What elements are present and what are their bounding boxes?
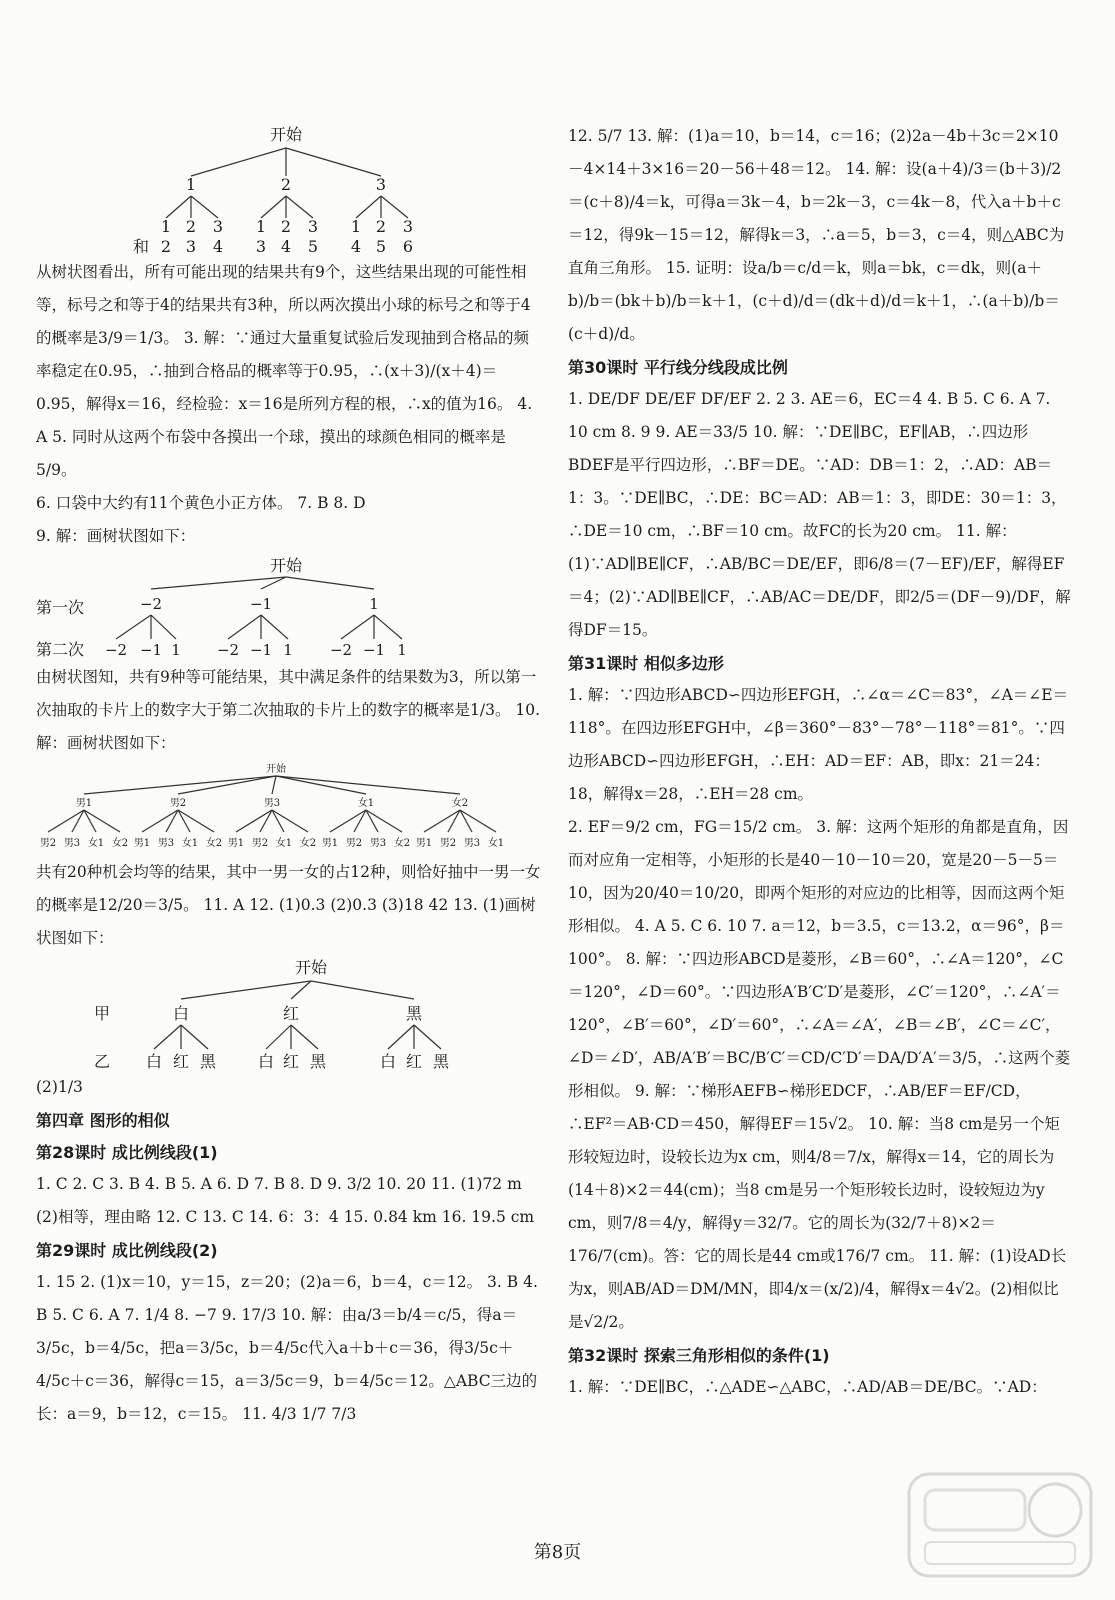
svg-text:2: 2 <box>280 217 292 236</box>
section-heading: 第31课时 相似多边形 <box>568 654 724 673</box>
svg-text:5: 5 <box>307 237 319 256</box>
svg-text:红: 红 <box>282 1052 300 1071</box>
section-heading: 第32课时 探索三角形相似的条件(1) <box>568 1346 830 1365</box>
paragraph: 1. 解：∵四边形ABCD∽四边形EFGH，∴∠α＝∠C＝83°，∠A＝∠E＝118°。在四边形EFGH中，∠β＝360°－83°－78°－118°＝81°。∵四边形ABCD∽四边形EFGH，∴EH：AD＝EF：AB，即x：21＝24：18，解得x＝28，∴EH＝28 cm。 <box>568 686 1069 803</box>
paragraph: 1. C 2. C 3. B 4. B 5. A 6. D 7. B 8. D 9. 3/2 10. 20 11. (1)72 m (2)相等，理由略 12. C 13. C 14. 6：3：4 15. 0.84 km 16. 19.5 cm <box>36 1175 535 1226</box>
tree3-leaf: 女2 <box>393 838 411 849</box>
page-number: 第8页 <box>533 1542 582 1563</box>
tree1-root: 开始 <box>269 125 303 144</box>
tree3-leaf: 女1 <box>87 838 105 849</box>
tree-diagram-2 <box>36 553 541 661</box>
svg-text:红: 红 <box>282 1004 300 1023</box>
svg-text:−2: −2 <box>329 641 353 659</box>
svg-text:1: 1 <box>160 217 172 236</box>
tree3-leaf: 男1 <box>321 838 339 849</box>
svg-text:1: 1 <box>350 217 362 236</box>
section-heading: 第30课时 平行线分线段成比例 <box>568 358 788 377</box>
svg-text:−1: −1 <box>249 641 273 659</box>
svg-text:乙: 乙 <box>94 1052 111 1071</box>
paragraph: (2)1/3 <box>36 1078 83 1096</box>
tree3-node: 男2 <box>169 798 187 809</box>
svg-text:黑: 黑 <box>432 1052 450 1071</box>
tree3-leaf: 男1 <box>133 838 151 849</box>
svg-text:1: 1 <box>369 595 379 613</box>
svg-text:−1: −1 <box>139 641 163 659</box>
svg-text:红: 红 <box>405 1052 423 1071</box>
tree3-leaf: 男3 <box>463 838 481 849</box>
tree3-node: 女2 <box>451 798 469 809</box>
paragraph: 共有20种机会均等的结果，其中一男一女的占12种，则恰好抽中一男一女的概率是12/20＝3/5。 11. A 12. (1)0.3 (2)0.3 (3)18 42 13. (1)画树状图如下： <box>36 863 541 947</box>
tree3-leaf: 女2 <box>111 838 129 849</box>
svg-text:白: 白 <box>172 1004 190 1023</box>
tree3-leaf: 男3 <box>63 838 81 849</box>
svg-text:3: 3 <box>307 217 319 236</box>
svg-text:4: 4 <box>350 237 362 256</box>
tree3-node: 男1 <box>75 798 93 809</box>
tree3-leaf: 男2 <box>39 838 57 849</box>
svg-text:1: 1 <box>397 641 407 659</box>
svg-text:3: 3 <box>402 217 414 236</box>
paragraph: 1. DE/DF DE/EF DF/EF 2. 2 3. AE＝6，EC＝4 4. B 5. C 6. A 7. 10 cm 8. 9 9. AE＝33/5 10. 解：∵DE∥BC，EF∥AB，∴四边形BDEF是平行四边形，∴BF＝DE。∵AD：DB＝1：2，∴AD：AB＝1：3。∵DE∥BC，∴DE：BC＝AD：AB＝1：3，即DE：30＝1：3，∴DE＝10 cm，∴BF＝10 cm。故FC的长为20 cm。 11. 解：(1)∵AD∥BE∥CF，∴AB/BC＝DE/EF，即6/8＝(7－EF)/EF，解得EF＝4；(2)∵AD∥BE∥CF，∴AB/AC＝DE/DF，即2/5＝(DF－9)/DF，解得DF＝15。 <box>568 390 1071 639</box>
paragraph: 1. 解：∵DE∥BC，∴△ADE∽△ABC，∴AD/AB＝DE/BC。∵AD： <box>568 1378 1047 1396</box>
tree3-node: 男3 <box>263 798 281 809</box>
svg-text:−2: −2 <box>216 641 240 659</box>
svg-text:白: 白 <box>257 1052 275 1071</box>
paragraph: 6. 口袋中大约有11个黄色小正方体。 7. B 8. D <box>36 494 366 512</box>
svg-text:−1: −1 <box>249 595 273 613</box>
svg-text:5: 5 <box>375 237 387 256</box>
tree3-leaf: 女1 <box>181 838 199 849</box>
svg-text:1: 1 <box>255 217 267 236</box>
tree3-leaf: 男2 <box>251 838 269 849</box>
paragraph: 1. 15 2. (1)x＝10，y＝15，z＝20；(2)a＝6，b＝4，c＝12。 3. B 4. B 5. C 6. A 7. 1/4 8. −7 9. 17/3 10. 解：由a/3＝b/4＝c/5，得a＝3/5c，b＝4/5c，把a＝3/5c，b＝4/5c代入a＋b＋c＝36，得3/5c＋4/5c＋c＝36，解得c＝15，a＝3/5c＝9，b＝4/5c＝12。△ABC三边的长：a＝9，b＝12，c＝15。 11. 4/3 1/7 7/3 <box>36 1273 538 1423</box>
svg-text:黑: 黑 <box>199 1052 217 1071</box>
tree-diagram-1 <box>36 120 541 256</box>
svg-text:白: 白 <box>145 1052 163 1071</box>
paragraph: 由树状图知，共有9种等可能结果，其中满足条件的结果数为3，所以第一次抽取的卡片上的数字大于第二次抽取的卡片上的数字的概率是1/3。 10. 解：画树状图如下： <box>36 668 541 752</box>
tree3-node: 女1 <box>357 798 375 809</box>
svg-text:3: 3 <box>255 237 267 256</box>
tree-diagram-3 <box>36 760 541 856</box>
tree3-leaf: 女2 <box>205 838 223 849</box>
svg-text:开始: 开始 <box>269 556 303 575</box>
svg-text:4: 4 <box>280 237 292 256</box>
svg-text:3: 3 <box>212 217 224 236</box>
svg-text:2: 2 <box>375 217 387 236</box>
paragraph: 2. EF＝9/2 cm，FG＝15/2 cm。 3. 解：这两个矩形的角都是直角，因而对应角一定相等，小矩形的长是40－10－10＝20，宽是20－5－5＝10，因为20/40＝10/20，即两个矩形的对应边的比相等，因而这两个矩形相似。 4. A 5. C 6. 10 7. a＝12，b＝3.5，c＝13.2，α＝96°，β＝100°。 8. 解：∵四边形ABCD是菱形，∠B＝60°，∴∠A＝120°，∠C＝120°，∠D＝60°。∵四边形A′B′C′D′是菱形，∠C′＝120°，∴∠A′＝120°，∠B′＝60°，∠D′＝60°，∴∠A＝∠A′，∠B＝∠B′，∠C＝∠C′，∠D＝∠D′，AB/A′B′＝BC/B′C′＝CD/C′D′＝DA/D′A′＝3/5，∴这两个菱形相似。 9. 解：∵梯形AEFB∽梯形EDCF，∴AB/EF＝EF/CD，∴EF²＝AB·CD＝450，解得EF＝15√2。 10. 解：当8 cm是另一个矩形较短边时，设较长边为x cm，则4/8＝7/x，解得x＝14，它的周长为(14＋8)×2＝44(cm)；当8 cm是另一个矩形较长边时，设较短边为y cm，则7/8＝4/y，解得y＝32/7。它的周长为(32/7＋8)×2＝176/7(cm)。答：它的周长是44 cm或176/7 cm。 11. 解：(1)设AD长为x，则AB/AD＝DM/MN，即4/x＝(x/2)/4，解得x＝4√2。(2)相似比是√2/2。 <box>568 818 1071 1331</box>
svg-text:黑: 黑 <box>405 1004 423 1023</box>
svg-text:3: 3 <box>185 237 197 256</box>
right-column <box>568 120 1073 1404</box>
tree3-leaf: 男3 <box>157 838 175 849</box>
section-heading: 第29课时 成比例线段(2) <box>36 1241 218 1260</box>
tree3-leaf: 男2 <box>345 838 363 849</box>
svg-text:和: 和 <box>132 237 150 256</box>
svg-text:2: 2 <box>280 175 292 194</box>
svg-text:红: 红 <box>172 1052 190 1071</box>
svg-text:−1: −1 <box>362 641 386 659</box>
tree3-leaf: 女1 <box>275 838 293 849</box>
tree3-leaf: 男2 <box>439 838 457 849</box>
watermark-logo <box>905 1470 1095 1580</box>
svg-text:1: 1 <box>185 175 197 194</box>
svg-text:−2: −2 <box>139 595 163 613</box>
svg-text:3: 3 <box>375 175 387 194</box>
svg-text:黑: 黑 <box>309 1052 327 1071</box>
tree3-leaf: 男1 <box>227 838 245 849</box>
svg-text:1: 1 <box>283 641 293 659</box>
tree3-leaf: 男1 <box>415 838 433 849</box>
paragraph: 9. 解：画树状图如下： <box>36 527 196 545</box>
tree3-root: 开始 <box>266 764 286 775</box>
paragraph: 12. 5/7 13. 解：(1)a＝10，b＝14，c＝16；(2)2a－4b＋3c＝2×10－4×14＋3×16＝20－56＋48＝12。 14. 解：设(a＋4)/3＝(b＋3)/2＝(c＋8)/4＝k，可得a＝3k－4，b＝2k－3，c＝4k－8，代入a＋b＋c＝12，得9k－15＝12，解得k＝3，∴a＝5，b＝3，c＝4，则△ABC为直角三角形。 15. 证明：设a/b＝c/d＝k，则a＝bk，c＝dk，则(a＋b)/b＝(bk＋b)/b＝k＋1，(c＋d)/d＝(dk＋d)/d＝k＋1，∴(a＋b)/b＝(c＋d)/d。 <box>568 127 1065 343</box>
svg-text:第二次: 第二次 <box>36 640 85 659</box>
svg-text:6: 6 <box>402 237 414 256</box>
svg-text:2: 2 <box>185 217 197 236</box>
tree3-leaf: 女1 <box>487 838 505 849</box>
svg-text:4: 4 <box>212 237 224 256</box>
chapter-heading: 第四章 图形的相似 <box>36 1111 170 1130</box>
svg-text:白: 白 <box>379 1052 397 1071</box>
paragraph: 从树状图看出，所有可能出现的结果共有9个，这些结果出现的可能性相等，标号之和等于4的结果共有3种，所以两次摸出小球的标号之和等于4的概率是3/9＝1/3。 3. 解：∵通过大量重复试验后发现抽到合格品的频率稳定在0.95，∴抽到合格品的概率等于0.95，∴(x＋3)/(x＋4)＝0.95，解得x＝16，经检验：x＝16是所列方程的根，∴x的值为16。 4. A 5. 同时从这两个布袋中各摸出一个球，摸出的球颜色相同的概率是5/9。 <box>36 263 533 479</box>
svg-text:1: 1 <box>171 641 181 659</box>
svg-text:第一次: 第一次 <box>36 598 85 617</box>
svg-text:开始: 开始 <box>294 958 328 977</box>
svg-text:甲: 甲 <box>94 1004 111 1023</box>
svg-text:−2: −2 <box>104 641 128 659</box>
section-heading: 第28课时 成比例线段(1) <box>36 1143 218 1162</box>
tree3-leaf: 男3 <box>369 838 387 849</box>
svg-text:2: 2 <box>160 237 172 256</box>
tree3-leaf: 女2 <box>299 838 317 849</box>
left-column <box>36 120 541 1431</box>
tree-diagram-4 <box>36 955 541 1071</box>
